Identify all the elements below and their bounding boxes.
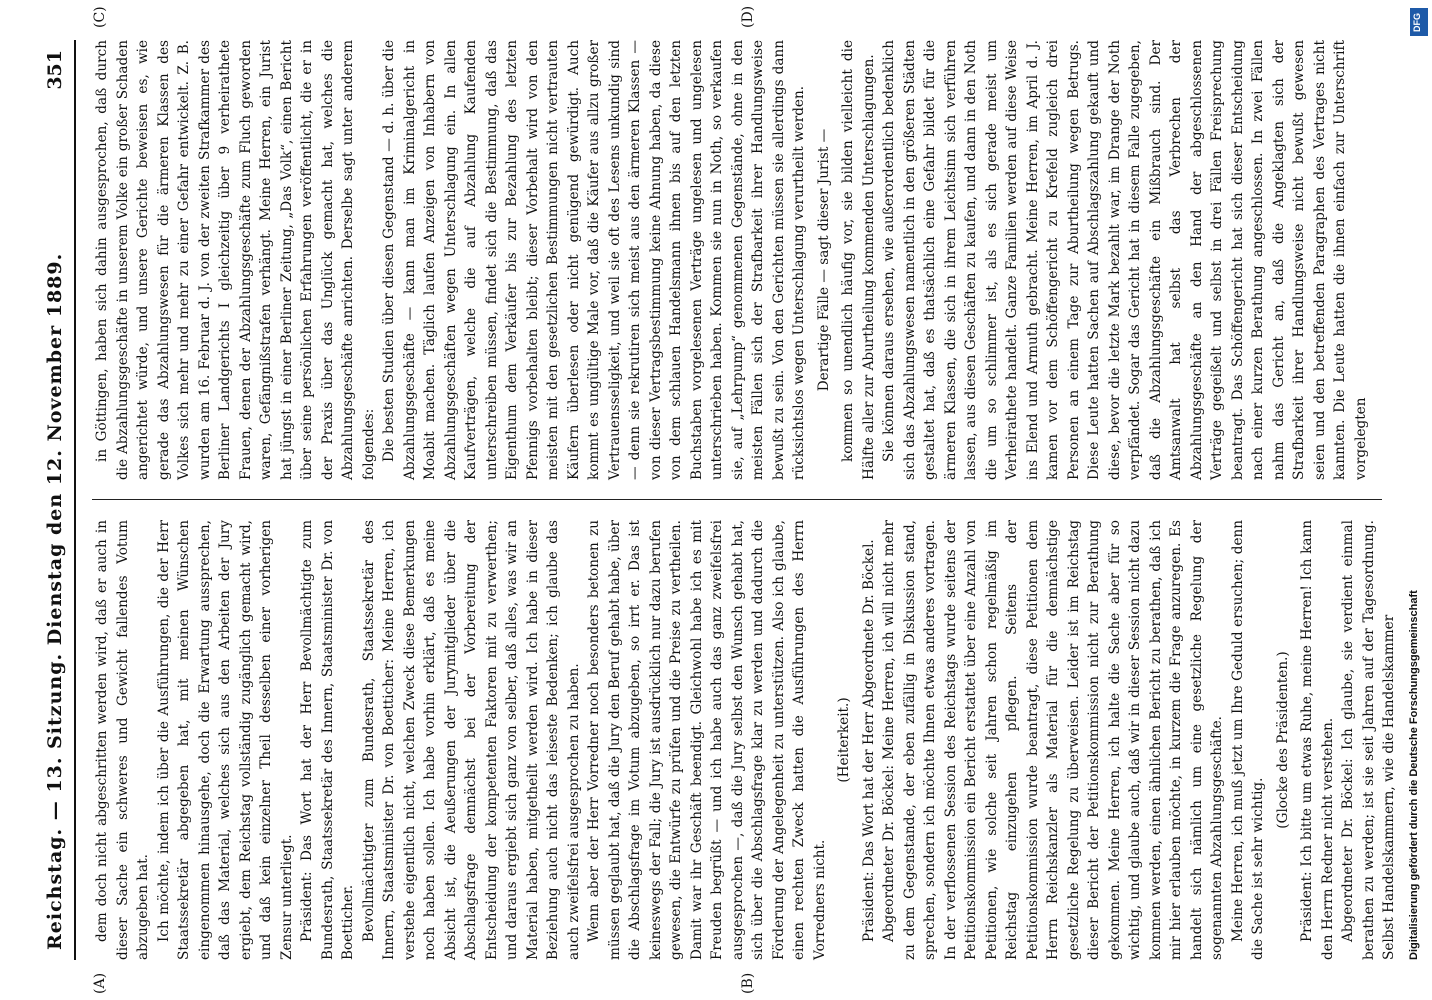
paragraph: dem doch nicht abgeschritten werden wird, daß er auch in dieser Sache ein schweres und Gewicht fallendes Votum abzugeben hat. bbox=[94, 520, 151, 960]
speaker-paragraph: Präsident: Das Wort hat der Herr Bevollmächtigte zum Bundesrath, Staatssekretär des Innern, Staatsminister Dr. von Boetticher. bbox=[299, 520, 356, 960]
speaker-paragraph: Präsident: Ich bitte um etwas Ruhe, meine Herren! Ich kann den Herrn Redner nicht verstehen. bbox=[1299, 520, 1336, 960]
speaker-paragraph: Abgeordneter Dr. Böckel: Ich glaube, sie verdient einmal berathen zu werden; ist sie seit Jahren auf der Tagesordnung. Selbst Handelskammern, wie die Handelskammer bbox=[1340, 520, 1397, 960]
margin-mark-d: (D) bbox=[740, 5, 756, 28]
page-number: 351 bbox=[44, 50, 66, 90]
paragraph: Derartige Fälle — sagt dieser Jurist — bbox=[815, 128, 832, 392]
quoted-paragraph: Die besten Studien über diesen Gegenstand — d. h. über die Abzahlungsgeschäfte — kann man im Kriminalgericht in Moabit machen. Täglich laufen Anzeigen von Inhabern von Abzahlungsgeschäften wegen Unterschlagung ein. In allen Kaufverträgen, welche die auf Abzahlung Kaufenden unterschreiben müssen, findet sich die Bestimmung, daß das Eigenthum dem Verkäufer bis zur Bezahlung des letzten Pfennigs vorbehalten bleibt; dieser Vorbehalt wird von den meisten mit den gesetzlichen Bestimmungen nicht vertrauten Käufern überlesen oder nicht genügend gewürdigt. Auch kommt es ungültige Male vor, daß die Käufer aus allzu großer Vertrauensseligkeit, und weil sie oft des Lesens unkundig sind — denn sie rekrutiren sich meist aus den ärmeren Klassen — von dieser Vertragsbestimmung keine Ahnung haben, da diese von dem schlauen Handelsmann ihnen bis auf den letzten Buchstaben vorgelesenen Verträge ungelesen und ungelesen unterschrieben haben. Kommen sie nun in Noth, so verkaufen sie, auf „Lehrpump“ genommenen Gegenstände, ohne in den meisten Fällen sich der Strafbarkeit ihrer Handlungsweise bewußt zu sein. Von den Gerichten müssen sie allerdings dann rücksichtslos wegen Unterschlagung verurtheilt werden. bbox=[381, 40, 807, 480]
paragraph: Ich möchte, indem ich über die Ausführungen, die der Herr Staatssekretär abgegeben hat, mit meinen Wünschen eingenommen hinausgehe, doch die Erwartung aussprechen, daß das Material, welches sich aus den Arbeiten der Jury ergiebt, dem Reichstag vollständig zugänglich gemacht wird, und daß kein einzelner Theil desselben einer vorherigen Zensur unterliegt. bbox=[155, 520, 295, 960]
paragraph: in Göttingen, haben sich dahin ausgesprochen, daß durch die Abzahlungsgeschäfte in unserem Volke ein großer Schaden angerichtet würde, und unsere Gerichte beweisen es, wie gerade das Abzahlungswesen für die ärmeren Klassen des Volkes sich mehr und mehr zu einer Gefahr entwickelt. Z. B. wurden am 16. Februar d. J. von der zweiten Strafkammer des Berliner Landgerichts I gleichzeitig über 9 verheirathete Frauen, denen der Abzahlungsgeschäfte zum Fluch geworden waren, Gefängnißstrafen verhängt. Meine Herren, ein Jurist hat jüngst in einer Berliner Zeitung, „Das Volk“, einen Bericht über seine persönlichen Erfahrungen veröffentlicht, die er in der Praxis über das Unglück gemacht hat, welches die Abzahlungsgeschäfte anrichten. Derselbe sagt unter anderem folgendes: bbox=[94, 40, 377, 480]
paragraph: Wenn aber der Herr Vorredner noch besonders betonen zu müssen geglaubt hat, daß die Jury den Beruf gehabt habe, über die Abschlagsfrage im Votum abzugeben, so irrt er. Das ist keineswegs der Fall; die Jury ist ausdrücklich nur dazu berufen gewesen, die Entwürfe zu prüfen und die Preise zu vertheilen. Damit war ihr Geschäft beendigt. Gleichwohl habe ich es mit Freuden begrüßt — und ich habe auch das ganz zweifelsfrei ausgesprochen —, daß die Jury selbst den Wunsch gehabt hat, sich über die Abschlagsfrage klar zu werden und dadurch die Förderung der Angelegenheit zu unterstützen. Also ich glaube, einen rechten Zweck hatten die Ausführungen des Herrn Vorredners nicht. bbox=[586, 520, 828, 960]
right-text-column bbox=[92, 40, 1382, 480]
digitization-credit-text: Digitalisierung gefördert durch die Deutsche Forschungsgemeinschaft bbox=[1408, 590, 1420, 960]
column-divider bbox=[92, 499, 1382, 500]
left-text-column bbox=[92, 520, 1397, 960]
speaker-paragraph: Abgeordneter Dr. Böckel: Meine Herren, ich will nicht mehr zu dem Gegenstande, der eben zufällig in Diskussion stand, sprechen, sondern ich möchte Ihnen etwas anderes vortragen. In der verflossenen Session des Reichstags wurde seitens der Petitionskommission ein Bericht erstattet über eine Anzahl von Petitionen, wie solche seit Jahren schon regelmäßig im Reichstag einzugehen pflegen. Seitens der Petitionskommission wurde beantragt, diese Petitionen dem Herrn Reichskanzler als Material für die demnächstige gesetzliche Regelung zu überweisen. Leider ist im Reichstag dieser Bericht der Petitionskommission nicht zur Berathung gekommen. Meine Herren, ich halte die Sache aber für so wichtig, und glaube auch, daß wir in dieser Session nicht dazu kommen werden, einen ähnlichen Bericht zu berathen, daß ich mir hier erlauben möchte, in kurzem die Frage anzuregen. Es handelt sich nämlich um eine gesetzliche Regelung der sogenannten Abzahlungsgeschäfte. bbox=[881, 520, 1225, 960]
margin-mark-c: (C) bbox=[92, 6, 108, 28]
paragraph: Meine Herren, ich muß jetzt um Ihre Geduld ersuchen; denn die Sache ist sehr wichtig. bbox=[1229, 520, 1266, 960]
digitization-credit bbox=[1408, 40, 1428, 960]
speaker-paragraph: Bevollmächtigter zum Bundesrath, Staatssekretär des Innern, Staatsminister Dr. von Boetticher: Meine Herren, ich verstehe eigentlich nicht, welchen Zweck diese Bemerkungen noch haben sollen. Ich habe vorhin erklärt, daß es meine Absicht ist, die Aeußerungen der Jurymitglieder über die Abschlagsfrage demnächst bei der Vorbereitung der Entscheidung der kompetenten Faktoren mit zu verwerthen; und daraus ergiebt sich ganz von selber, daß alles, was wir an Material haben, mitgetheilt werden wird. Ich habe in dieser Beziehung auch nicht das leiseste Bedenken; ich glaube das auch zweifelsfrei ausgesprochen zu haben. bbox=[360, 520, 582, 960]
stage-direction: (Heiterkeit.) bbox=[836, 697, 852, 783]
quoted-paragraph: kommen so unendlich häufig vor, sie bilden vielleicht die Hälfte aller zur Aburtheilung kommenden Unterschlagungen. bbox=[840, 40, 877, 480]
page-header bbox=[40, 40, 76, 960]
speaker-paragraph: Präsident: Das Wort hat der Herr Abgeordnete Dr. Böckel. bbox=[860, 539, 877, 942]
dfg-logo-text: DFG bbox=[1412, 13, 1422, 32]
margin-mark-a: (A) bbox=[92, 972, 108, 994]
page-header-title: Reichstag. — 13. Sitzung. Dienstag den 12. November 1889. bbox=[44, 252, 66, 950]
stage-direction: (Glocke des Präsidenten.) bbox=[1274, 651, 1291, 829]
dfg-logo bbox=[1410, 8, 1428, 36]
paragraph: Sie können daraus ersehen, wie außerordentlich bedenklich sich das Abzahlungswesen namentlich in den größeren Städten gestaltet hat, daß es thatsächlich eine Gefahr bildet für die ärmeren Klassen, die sich in ihrem Leichtsinn sich verführen lassen, aus diesen Geschäften zu kaufen, und dann in den Noth die um so schlimmer ist, als es sich gerade meist um Verheirathete handelt. Ganze Familien werden auf diese Weise ins Elend und Armuth gebracht. Meine Herren, im April d. J. kamen vor dem Schöffengericht zu Krefeld zugleich drei Personen an einem Tage zur Aburtheilung wegen Betrugs. Diese Leute hatten Sachen auf Abschlagszahlung gekauft und diese, bevor die letzte Mark bezahlt war, im Drange der Noth verpfändet. Sogar das Gericht hat in diesem Falle zugegeben, daß die Abzahlungsgeschäfte ein Mißbrauch sind. Der Amtsanwalt hat selbst das Verbrechen der Abzahlungsgeschäfte an den Hand der abgeschlossenen Verträge gegeißelt und selbst in drei Fällen Freisprechung beantragt. Das Schöffengericht hat sich dieser Entscheidung nach einer kurzen Berathung angeschlossen. In zwei Fällen nahm das Gericht an, daß die Angeklagten sich der Strafbarkeit ihrer Handlungsweise nicht bewußt gewesen seien und den betreffenden Paragraphen des Vertrages nicht kannten. Die Leute hatten die ihnen einfach zur Unterschrift vorgelegten bbox=[881, 40, 1369, 480]
margin-mark-b: (B) bbox=[740, 972, 756, 994]
